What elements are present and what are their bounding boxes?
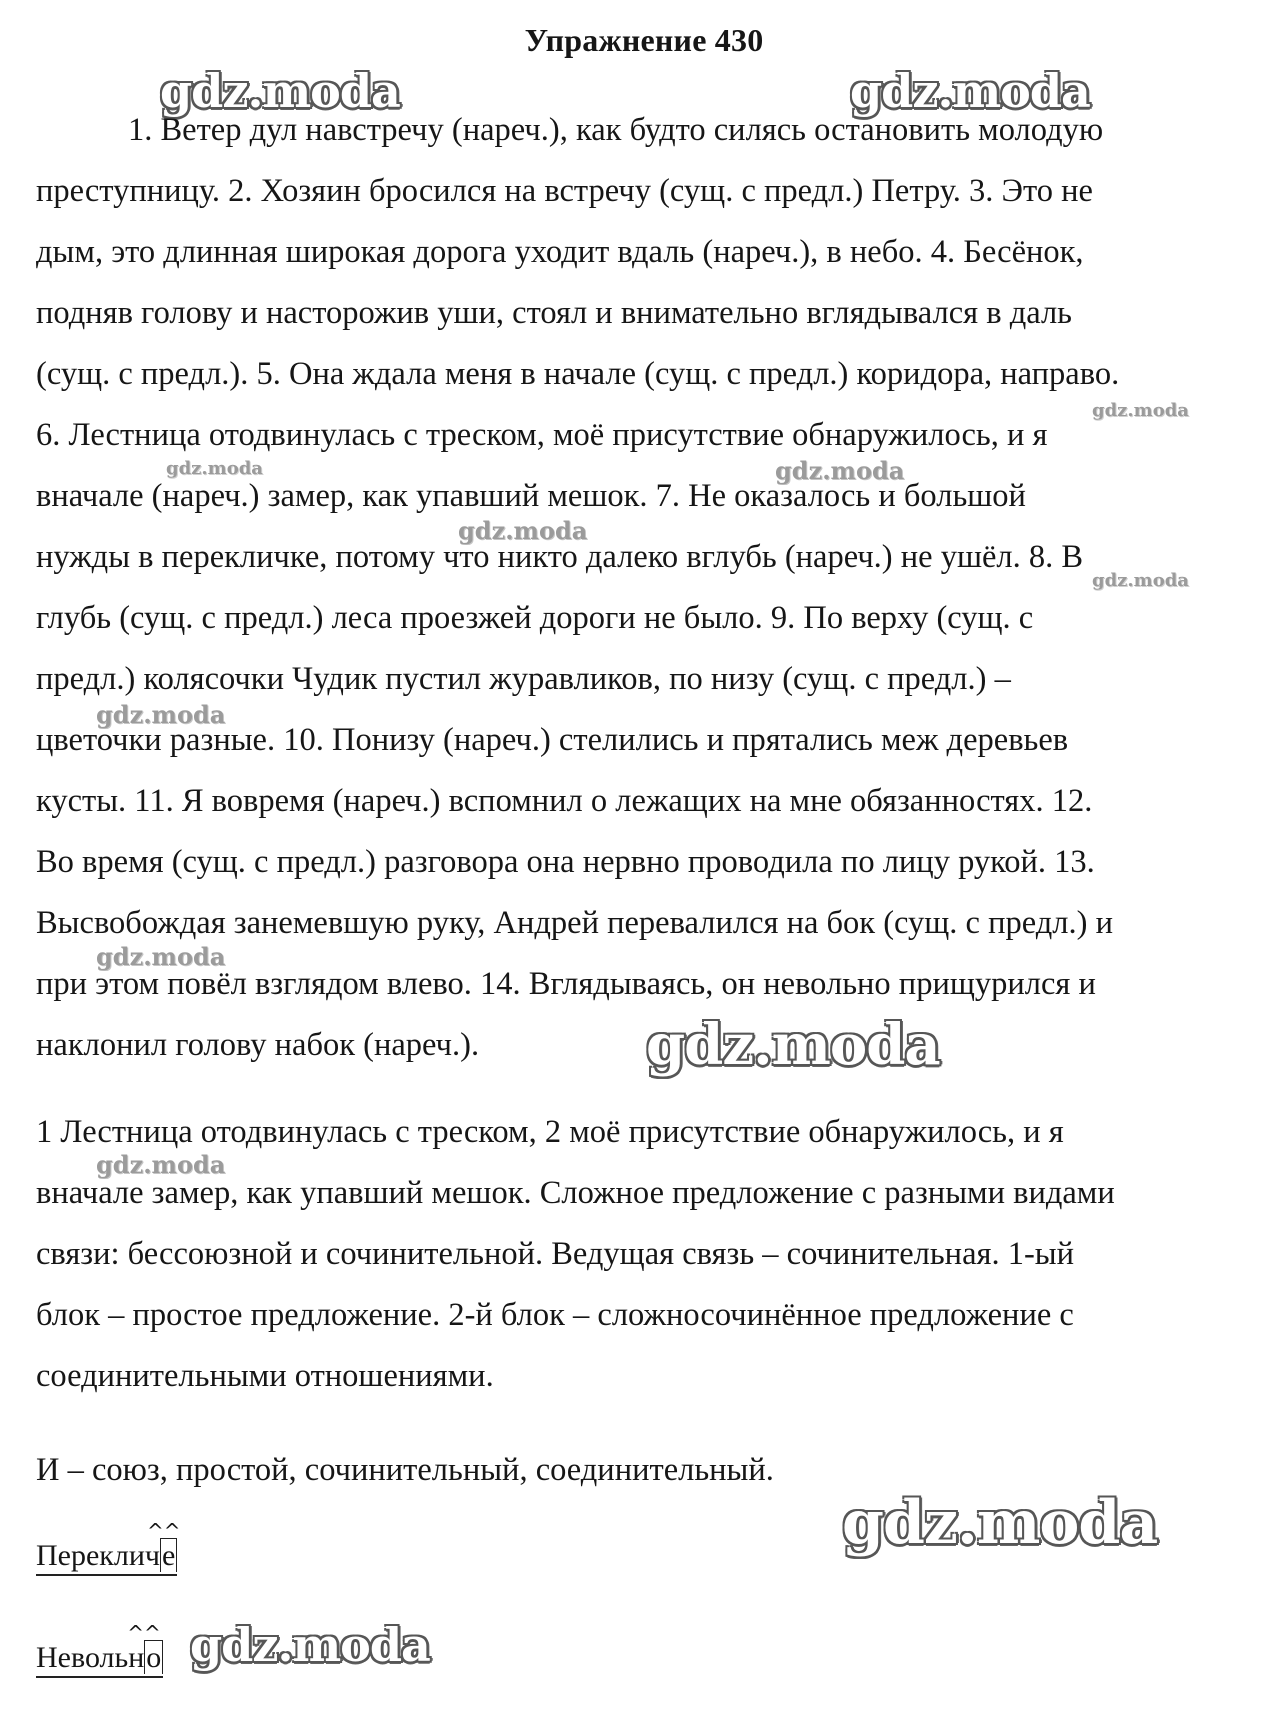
body-line: 6. Лестница отодвинулась с треском, моё присутствие обнаружилось, и я (36, 417, 1048, 453)
watermark: gdz.moda (96, 942, 226, 971)
watermark: gdz.moda (775, 456, 905, 485)
body-line: вначале (нареч.) замер, как упавший мешок. 7. Не оказалось и большой (36, 478, 1026, 514)
body-line: подняв голову и насторожив уши, стоял и внимательно вглядывался в даль (36, 295, 1072, 331)
analysis-line: связи: бессоюзной и сочинительной. Ведущая связь – сочинительная. 1-ый (36, 1236, 1075, 1272)
watermark: gdz.moda (458, 516, 588, 545)
body-line: 1. Ветер дул навстречу (нареч.), как будто силясь остановить молодую (128, 112, 1104, 148)
watermark: gdz.moda (166, 458, 263, 479)
word-ending: о (146, 1641, 162, 1674)
body-line: Во время (сущ. с предл.) разговора она нервно проводила по лицу рукой. 13. (36, 844, 1095, 880)
analysis-line: вначале замер, как упавший мешок. Сложное предложение с разными видами (36, 1175, 1115, 1211)
analysis-line: блок – простое предложение. 2-й блок – сложносочинённое предложение с (36, 1297, 1074, 1333)
word-stem: Невольн (36, 1641, 145, 1674)
watermark: gdz.moda (96, 700, 226, 729)
body-line: Высвобождая занемевшую руку, Андрей перевалился на бок (сущ. с предл.) и (36, 905, 1113, 941)
suffix-arc: ^^ (127, 1621, 161, 1645)
watermark: gdz.moda (1092, 400, 1189, 421)
analysis-line: соединительными отношениями. (36, 1358, 494, 1394)
word-stem: Переклич (36, 1539, 160, 1572)
page-title: Упражнение 430 (524, 22, 764, 58)
morpheme-word-1 (36, 1519, 181, 1576)
suffix-arc: ^^ (146, 1519, 181, 1543)
body-line: преступницу. 2. Хозяин бросился на встречу (сущ. с предл.) Петру. 3. Это не (36, 173, 1093, 209)
watermark: gdz.moda (1092, 570, 1189, 591)
body-line: предл.) колясочки Чудик пустил журавликов, по низу (сущ. с предл.) – (36, 661, 1011, 697)
body-line: кусты. 11. Я вовремя (нареч.) вспомнил о лежащих на мне обязанностях. 12. (36, 783, 1093, 819)
watermark: gdz.moda (850, 64, 1090, 118)
word-ending-box (146, 1519, 181, 1572)
body-line: дым, это длинная широкая дорога уходит вдаль (нареч.), в небо. 4. Бесёнок, (36, 234, 1084, 270)
watermark: gdz.moda (96, 1150, 226, 1179)
body-line: нужды в перекличке, потому что никто далеко вглубь (нареч.) не ушёл. 8. В (36, 539, 1084, 575)
conjunction-line: И – союз, простой, сочинительный, соединительный. (36, 1452, 774, 1488)
watermark: gdz.moda (190, 1618, 430, 1672)
body-line: цветочки разные. 10. Понизу (нареч.) стелились и прятались меж деревьев (36, 722, 1069, 758)
body-line: при этом повёл взглядом влево. 14. Вглядываясь, он невольно прищурился и (36, 966, 1096, 1002)
watermark: gdz.moda (160, 64, 400, 118)
word-ending-box (127, 1621, 163, 1674)
body-line: наклонил голову набок (нареч.). (36, 1027, 480, 1063)
watermark: gdz.moda (842, 1488, 1158, 1558)
morpheme-word-2 (36, 1621, 163, 1678)
word-ending: е (161, 1539, 176, 1572)
analysis-line: 1 Лестница отодвинулась с треском, 2 моё присутствие обнаружилось, и я (36, 1114, 1064, 1150)
watermark: gdz.moda (646, 1012, 940, 1078)
body-line: глубь (сущ. с предл.) леса проезжей дороги не было. 9. По верху (сущ. с (36, 600, 1034, 636)
body-line: (сущ. с предл.). 5. Она ждала меня в начале (сущ. с предл.) коридора, направо. (36, 356, 1120, 392)
